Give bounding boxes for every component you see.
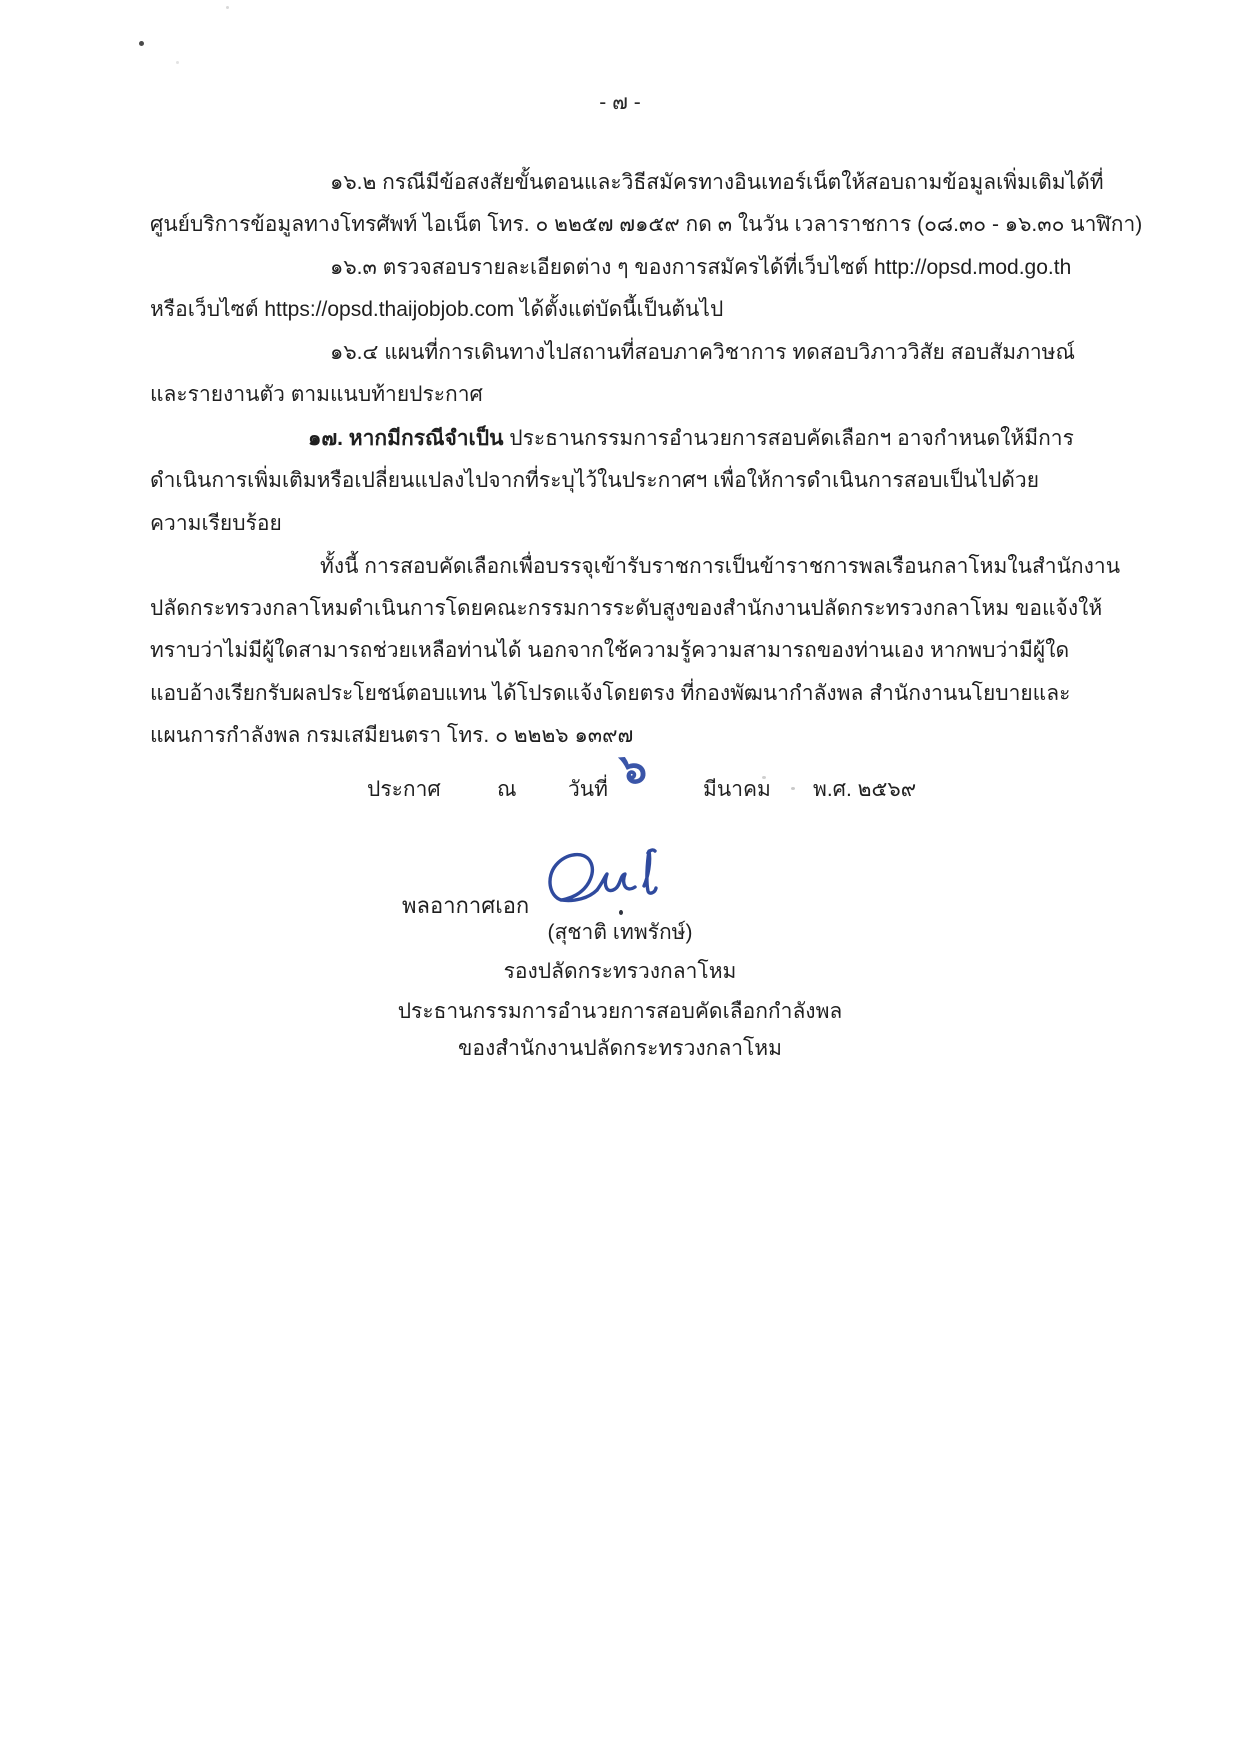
- date-word-date: วันที่: [568, 778, 608, 801]
- date-era-year: พ.ศ. ๒๕๖๙: [813, 778, 917, 801]
- signer-position-3: ของสำนักงานปลัดกระทรวงกลาโหม: [458, 1037, 782, 1060]
- date-word-at: ณ: [497, 778, 517, 801]
- scan-speck: [619, 910, 623, 915]
- item-16-3-line1: ๑๖.๓ ตรวจสอบรายละเอียดต่าง ๆ ของการสมัครได้ที่เว็บไซต์ http://opsd.mod.go.th: [330, 256, 1072, 279]
- signer-rank: พลอากาศเอก: [402, 893, 530, 918]
- item-17-bold-lead: ๑๗. หากมีกรณีจำเป็น: [308, 427, 504, 450]
- closing-paragraph-line4: แอบอ้างเรียกรับผลประโยชน์ตอบแทน ได้โปรดแจ้งโดยตรง ที่กองพัฒนากำลังพล สำนักงานนโยบายและ: [150, 682, 1071, 705]
- scan-speck: [226, 6, 229, 9]
- item-17-line2: ดำเนินการเพิ่มเติมหรือเปลี่ยนแปลงไปจากที่ระบุไว้ในประกาศฯ เพื่อให้การดำเนินการสอบเป็นไปด้วย: [150, 469, 1040, 492]
- item-17-text: ประธานกรรมการอำนวยการสอบคัดเลือกฯ อาจกำหนดให้มีการ: [503, 427, 1074, 450]
- scan-speck: [176, 61, 179, 64]
- date-word-announce: ประกาศ: [367, 778, 441, 801]
- page-number: - ๗ -: [599, 91, 641, 114]
- item-16-4-line1: ๑๖.๔ แผนที่การเดินทางไปสถานที่สอบภาควิชาการ ทดสอบวิภาววิสัย สอบสัมภาษณ์: [330, 341, 1076, 364]
- closing-paragraph-line2: ปลัดกระทรวงกลาโหมดำเนินการโดยคณะกรรมการระดับสูงของสำนักงานปลัดกระทรวงกลาโหม ขอแจ้งให้: [150, 597, 1103, 620]
- signer-name: (สุชาติ เทพรักษ์): [547, 921, 693, 944]
- signer-position-1: รองปลัดกระทรวงกลาโหม: [503, 960, 737, 983]
- closing-paragraph-line1: ทั้งนี้ การสอบคัดเลือกเพื่อบรรจุเข้ารับราชการเป็นข้าราชการพลเรือนกลาโหมในสำนักงาน: [320, 555, 1121, 578]
- item-16-4-line2: และรายงานตัว ตามแนบท้ายประกาศ: [150, 383, 483, 406]
- scan-speck: [791, 787, 795, 790]
- signer-position-2: ประธานกรรมการอำนวยการสอบคัดเลือกกำลังพล: [397, 1000, 843, 1023]
- signature-ink: [545, 846, 685, 916]
- item-16-3-line2: หรือเว็บไซต์ https://opsd.thaijobjob.com ได้ตั้งแต่บัดนี้เป็นต้นไป: [150, 298, 724, 321]
- closing-paragraph-line3: ทราบว่าไม่มีผู้ใดสามารถช่วยเหลือท่านได้ นอกจากใช้ความรู้ความสามารถของท่านเอง หากพบว่ามีผู้ใด: [150, 639, 1070, 662]
- handwritten-day-number: ๖: [618, 744, 649, 793]
- scan-speck: [139, 41, 144, 46]
- item-16-2-line1: ๑๖.๒ กรณีมีข้อสงสัยขั้นตอนและวิธีสมัครทางอินเทอร์เน็ตให้สอบถามข้อมูลเพิ่มเติมได้ที่: [330, 171, 1104, 194]
- closing-paragraph-line5: แผนการกำลังพล กรมเสมียนตรา โทร. ๐ ๒๒๒๖ ๑๓๙๗: [150, 724, 634, 747]
- item-17-line1: [308, 424, 1074, 454]
- item-17-line3: ความเรียบร้อย: [150, 512, 282, 535]
- date-month: มีนาคม: [703, 778, 771, 801]
- item-16-2-line2: ศูนย์บริการข้อมูลทางโทรศัพท์ ไอเน็ต โทร. ๐ ๒๒๕๗ ๗๑๕๙ กด ๓ ในวัน เวลาราชการ (๐๘.๓๐ - ๑๖.๓๐ นาฬิกา): [150, 213, 1143, 236]
